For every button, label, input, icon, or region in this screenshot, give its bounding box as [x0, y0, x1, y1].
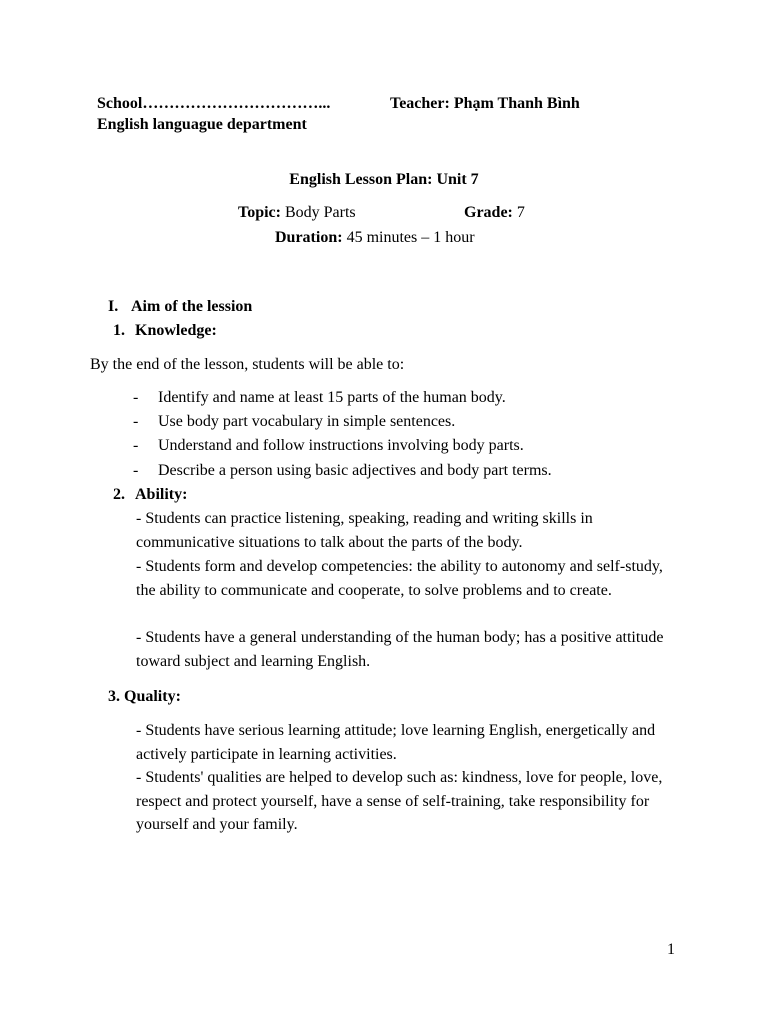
ability-heading: Ability: [135, 486, 188, 503]
ability-paragraph: - Students can practice listening, speaking, reading and writing skills in communicative situations to talk about the parts of the body. [136, 510, 593, 551]
ability-paragraph: - Students form and develop competencies: the ability to autonomy and self-study, the ability to communicate and cooperate, to solve problems and to create. [136, 558, 663, 599]
section-numeral: I. [108, 298, 119, 315]
grade-value: 7 [512, 204, 525, 221]
duration-label: Duration: [275, 229, 343, 246]
ability-number: 2. [113, 486, 125, 503]
topic-line [238, 203, 356, 223]
knowledge-heading: Knowledge: [135, 322, 217, 339]
grade-label: Grade: [464, 204, 513, 221]
topic-label: Topic: [238, 204, 281, 221]
duration-value: 45 minutes – 1 hour [342, 229, 475, 246]
school-field: School……………………………... [97, 95, 331, 112]
department: English languague department [97, 116, 307, 133]
teacher-name: Teacher: Phạm Thanh Bình [390, 95, 580, 112]
knowledge-intro: By the end of the lesson, students will be able to: [90, 356, 405, 373]
knowledge-number: 1. [113, 322, 125, 339]
quality-heading: 3. Quality: [108, 688, 181, 705]
duration-line [275, 228, 475, 248]
quality-paragraph: - Students' qualities are helped to develop such as: kindness, love for people, love, respect and protect yourself, have a sense of self-training, take responsibility for yourself and your family. [136, 769, 663, 834]
lesson-title: English Lesson Plan: Unit 7 [289, 171, 479, 188]
section-heading: Aim of the lession [131, 298, 253, 315]
page-number: 1 [667, 941, 675, 958]
grade-line [464, 203, 525, 223]
topic-value: Body Parts [280, 204, 356, 221]
ability-paragraph: - Students have a general understanding of the human body; has a positive attitude toward subject and learning English. [136, 629, 664, 670]
knowledge-list: - Identify and name at least 15 parts of the human body. - Use body part vocabulary in simple sentences. - Understand and follow instructions involving body parts. - Describe a person using basic adjectives and body part terms. [133, 389, 552, 479]
quality-paragraph: - Students have serious learning attitude; love learning English, energetically and actively participate in learning activities. [136, 722, 656, 763]
